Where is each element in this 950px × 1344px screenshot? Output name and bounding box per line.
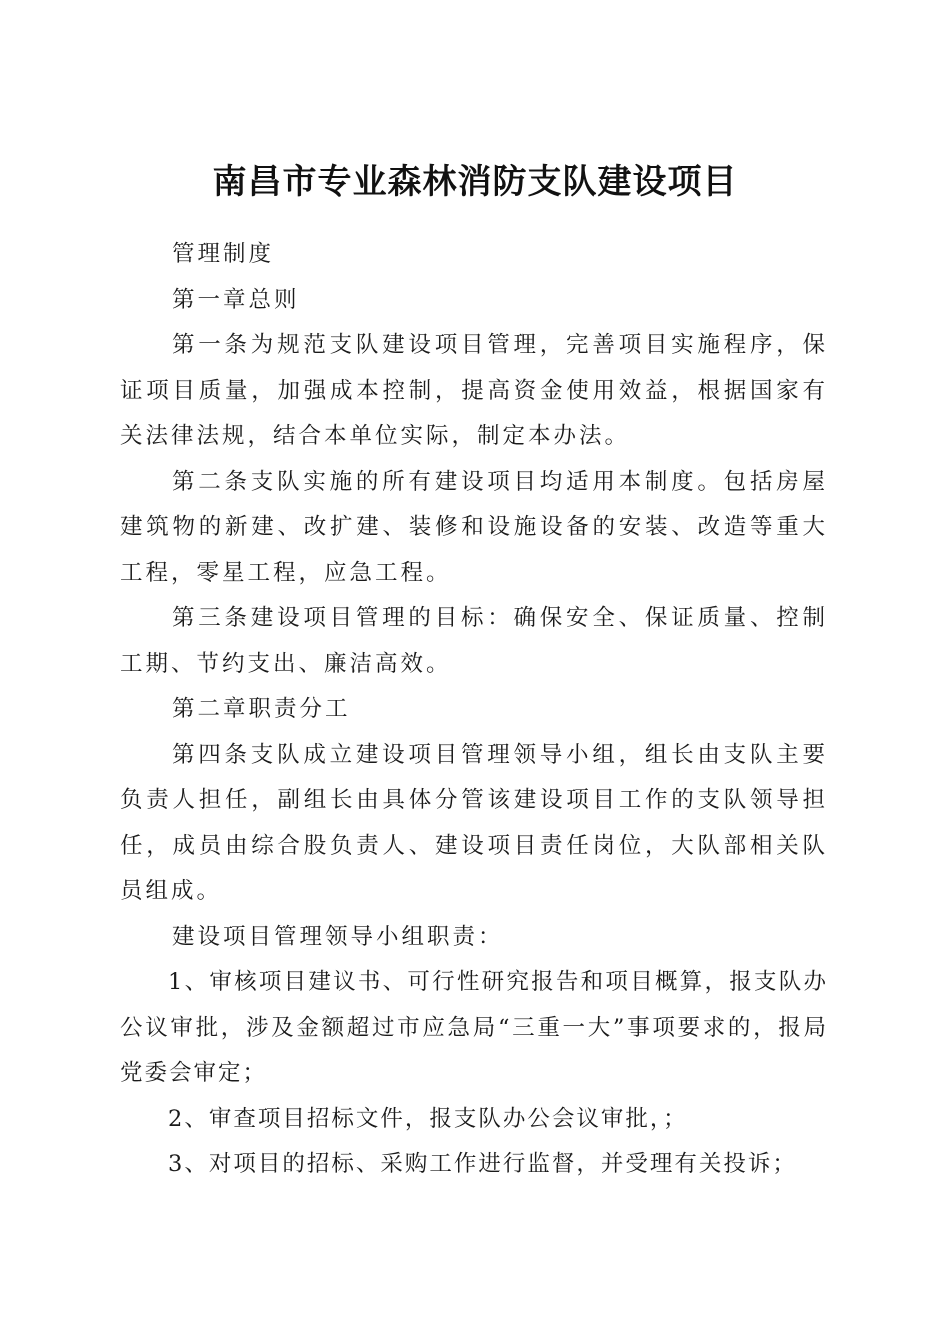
chapter-heading-1: 第一章总则 xyxy=(172,286,300,313)
document-title: 南昌市专业森林消防支队建设项目 xyxy=(212,161,738,202)
article-1: 第一条为规范支队建设项目管理，完善项目实施程序，保证项目质量，加强成本控制，提高资金使用效益，根据国家有关法律法规，结合本单位实际，制定本办法。 xyxy=(120,332,828,449)
article-4: 第四条支队成立建设项目管理领导小组，组长由支队主要负责人担任，副组长由具体分管该建设项目工作的支队领导担任，成员由综合股负责人、建设项目责任岗位，大队部相关队员组成。 xyxy=(120,741,828,904)
duties-heading: 建设项目管理领导小组职责： xyxy=(172,923,504,950)
duty-item-1: 1、审核项目建议书、可行性研究报告和项目概算，报支队办公议审批，涉及金额超过市应急局“三重一大”事项要求的，报局党委会审定； xyxy=(120,969,828,1086)
document-body xyxy=(120,232,828,1188)
chapter-heading-2: 第二章职责分工 xyxy=(172,696,351,722)
article-3: 第三条建设项目管理的目标：确保安全、保证质量、控制工期、节约支出、廉洁高效。 xyxy=(120,605,828,677)
duty-item-2: 2、审查项目招标文件，报支队办公会议审批，； xyxy=(168,1105,688,1132)
duty-item-3: 3、对项目的招标、采购工作进行监督，并受理有关投诉； xyxy=(168,1151,797,1177)
paragraph-subtitle: 管理制度 xyxy=(172,241,275,267)
article-2: 第二条支队实施的所有建设项目均适用本制度。包括房屋建筑物的新建、改扩建、装修和设施设备的安装、改造等重大工程，零星工程，应急工程。 xyxy=(120,468,828,586)
